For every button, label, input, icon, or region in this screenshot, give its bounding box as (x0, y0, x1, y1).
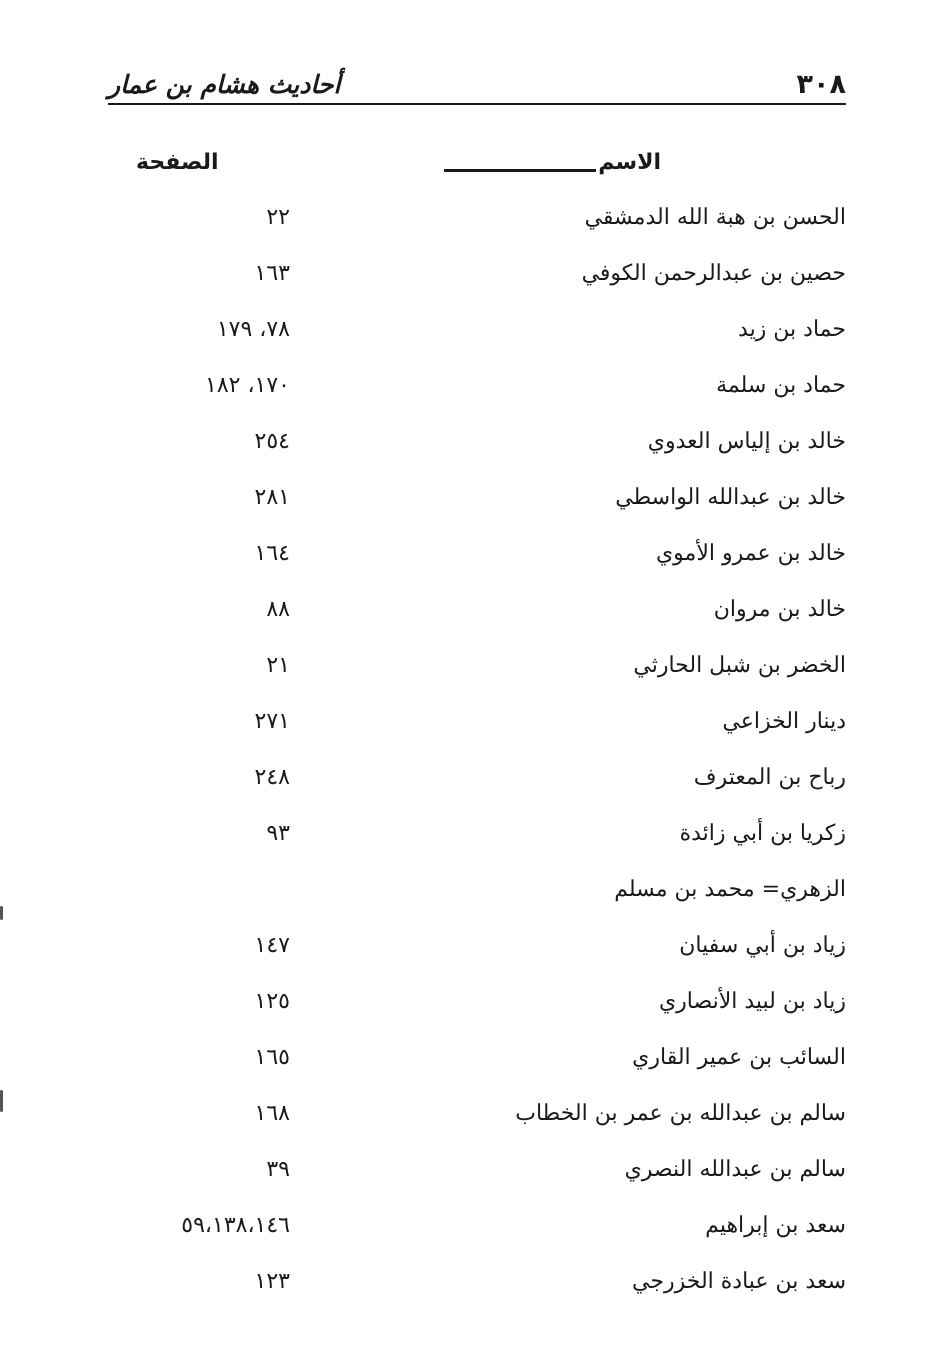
page-column-header: الصفحة (136, 150, 219, 175)
entry-pages: ٣٩ (266, 1157, 290, 1182)
index-entry (108, 1256, 846, 1312)
scan-edge-mark (0, 906, 3, 920)
scan-edge-mark (0, 1090, 3, 1112)
entry-name: الزهري= محمد بن مسلم (614, 877, 846, 902)
entry-pages: ١٦٤ (254, 541, 290, 566)
index-entry (108, 696, 846, 752)
entry-pages: ١٤٧ (254, 933, 290, 958)
header-rule (108, 103, 846, 105)
index-entry (108, 304, 846, 360)
index-entry (108, 1144, 846, 1200)
entry-name: زياد بن لبيد الأنصاري (658, 989, 846, 1014)
index-entry (108, 976, 846, 1032)
column-headers (108, 144, 846, 188)
entry-pages: ٢٧١ (254, 709, 290, 734)
entry-name: حماد بن سلمة (716, 373, 846, 398)
entry-pages: ١٦٣ (254, 261, 290, 286)
entry-name: حماد بن زيد (738, 317, 846, 342)
index-entry (108, 640, 846, 696)
entry-name: خالد بن مروان (713, 597, 846, 622)
index-entry-cross-reference (108, 864, 846, 920)
entry-name: زياد بن أبي سفيان (679, 933, 846, 958)
index-entry (108, 1032, 846, 1088)
entry-name: الحسن بن هبة الله الدمشقي (584, 205, 846, 230)
index-entries (108, 192, 846, 1294)
index-entry (108, 248, 846, 304)
name-column-header (444, 148, 661, 178)
index-entry (108, 528, 846, 584)
entry-pages: ١٦٥ (254, 1045, 290, 1070)
entry-name: سعد بن إبراهيم (705, 1213, 846, 1238)
index-entry (108, 1088, 846, 1144)
entry-name: زكريا بن أبي زائدة (679, 821, 846, 846)
name-header-label: الاسم (598, 150, 661, 175)
entry-name: حصين بن عبدالرحمن الكوفي (581, 261, 846, 286)
entry-name: خالد بن عمرو الأموي (655, 541, 846, 566)
running-head (108, 62, 846, 102)
entry-pages: ٢٤٨ (254, 765, 290, 790)
index-entry (108, 752, 846, 808)
entry-name: سالم بن عبدالله النصري (624, 1157, 846, 1182)
book-title: أحاديث هشام بن عمار (108, 70, 341, 99)
index-entry (108, 1200, 846, 1256)
entry-name: خالد بن إلياس العدوي (647, 429, 846, 454)
entry-pages: ١٢٥ (254, 989, 290, 1014)
entry-pages: ٢٢ (266, 205, 290, 230)
entry-pages: ١٢٣ (254, 1269, 290, 1294)
entry-pages: ١٧٠، ١٨٢ (205, 373, 290, 398)
name-header-kashida-stroke (444, 169, 596, 172)
index-entry (108, 920, 846, 976)
index-entry (108, 584, 846, 640)
entry-pages: ٩٣ (266, 821, 290, 846)
entry-name: سعد بن عبادة الخزرجي (632, 1269, 846, 1294)
entry-pages: ٢٥٤ (254, 429, 290, 454)
entry-name: دينار الخزاعي (722, 709, 846, 734)
entry-pages: ٢٨١ (254, 485, 290, 510)
entry-name: سالم بن عبدالله بن عمر بن الخطاب (515, 1101, 846, 1126)
entry-pages: ٥٩،١٣٨،١٤٦ (181, 1213, 290, 1238)
entry-pages: ٨٨ (266, 597, 290, 622)
index-entry (108, 808, 846, 864)
entry-name: خالد بن عبدالله الواسطي (615, 485, 846, 510)
entry-pages: ٧٨، ١٧٩ (216, 317, 290, 342)
index-entry (108, 192, 846, 248)
entry-pages: ٢١ (266, 653, 290, 678)
entry-name: السائب بن عمير القاري (632, 1045, 846, 1070)
entry-pages: ١٦٨ (254, 1101, 290, 1126)
entry-name: رباح بن المعترف (693, 765, 846, 790)
index-entry (108, 472, 846, 528)
entry-name: الخضر بن شبل الحارثي (633, 653, 846, 678)
page-number: ٣٠٨ (796, 69, 846, 100)
index-entry (108, 416, 846, 472)
index-entry (108, 360, 846, 416)
